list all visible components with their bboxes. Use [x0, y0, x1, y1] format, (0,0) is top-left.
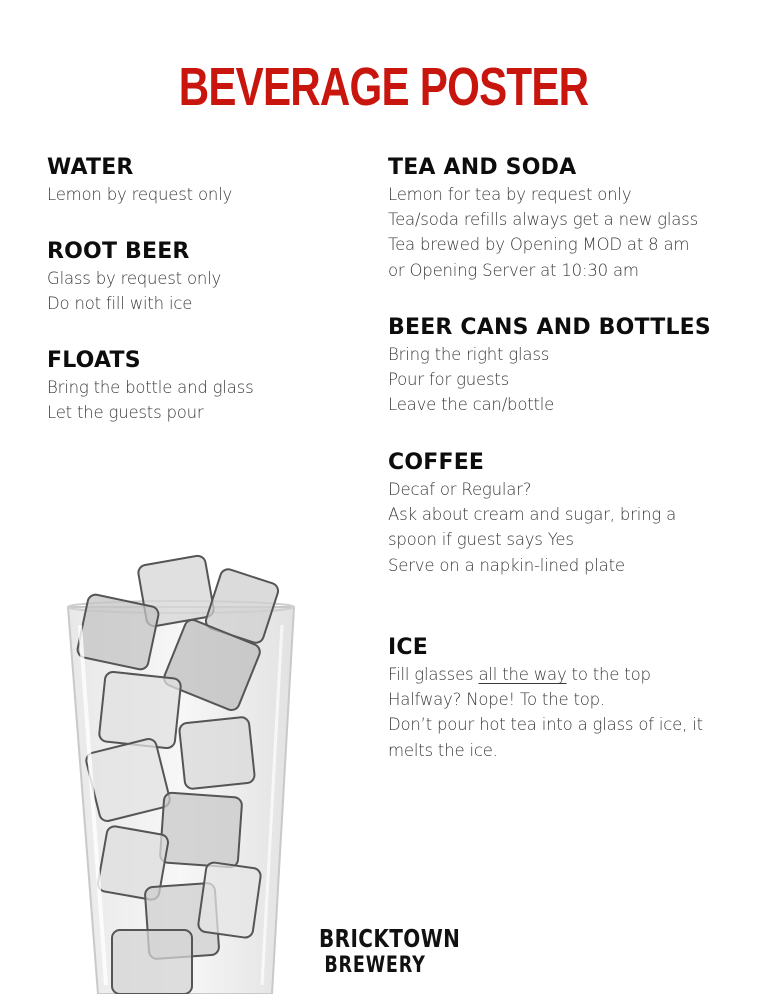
poster-title: BEVERAGE POSTER [178, 57, 589, 117]
section-heading: FLOATS [47, 348, 141, 373]
section-line: Let the guests pour [47, 403, 204, 423]
section-heading: TEA AND SODA [388, 155, 577, 180]
section-line: Don’t pour hot tea into a glass of ice, it [388, 715, 703, 735]
section-line: Ask about cream and sugar, bring a [388, 505, 676, 525]
logo-line-2: BREWERY [324, 953, 426, 978]
section-root-beer [47, 238, 221, 316]
section-line: Bring the right glass [388, 345, 550, 364]
section-line: Leave the can/bottle [388, 395, 555, 415]
section-ice [388, 634, 703, 763]
section-floats [47, 347, 253, 425]
underlined-emphasis: all the way [478, 665, 567, 684]
section-line: spoon if guest says Yes [388, 530, 574, 550]
glass-of-ice-image [62, 545, 302, 994]
section-line: Lemon by request only [47, 185, 233, 204]
section-heading: COFFEE [388, 450, 485, 475]
section-line: Glass by request only [47, 269, 222, 288]
section-line: Pour for guests [388, 370, 510, 390]
section-heading: ICE [388, 635, 428, 660]
section-line: Decaf or Regular? [388, 480, 532, 499]
section-line: Bring the bottle and glass [47, 378, 254, 397]
section-line: Do not fill with ice [47, 294, 193, 314]
section-line: Halfway? Nope! To the top. [388, 690, 605, 710]
section-heading: ROOT BEER [47, 239, 190, 264]
section-coffee [388, 449, 676, 578]
line-text: to the top [566, 665, 651, 684]
logo-line-1: BRICKTOWN [319, 924, 461, 953]
line-text: Fill glasses [388, 665, 479, 684]
section-heading: BEER CANS AND BOTTLES [388, 315, 711, 340]
section-line: Tea/soda refills always get a new glass [388, 210, 698, 230]
section-tea-and-soda [388, 154, 698, 283]
section-line: or Opening Server at 10:30 am [388, 260, 639, 280]
bricktown-brewery-logo [305, 924, 461, 979]
section-line: Tea brewed by Opening MOD at 8 am [388, 235, 690, 255]
section-water [47, 154, 232, 207]
section-line: Serve on a napkin-lined plate [388, 555, 625, 575]
section-beer-cans-and-bottles [388, 314, 711, 418]
section-line: melts the ice. [388, 740, 498, 760]
section-heading: WATER [47, 155, 134, 180]
section-line: Lemon for tea by request only [388, 185, 632, 204]
section-line [388, 662, 703, 687]
